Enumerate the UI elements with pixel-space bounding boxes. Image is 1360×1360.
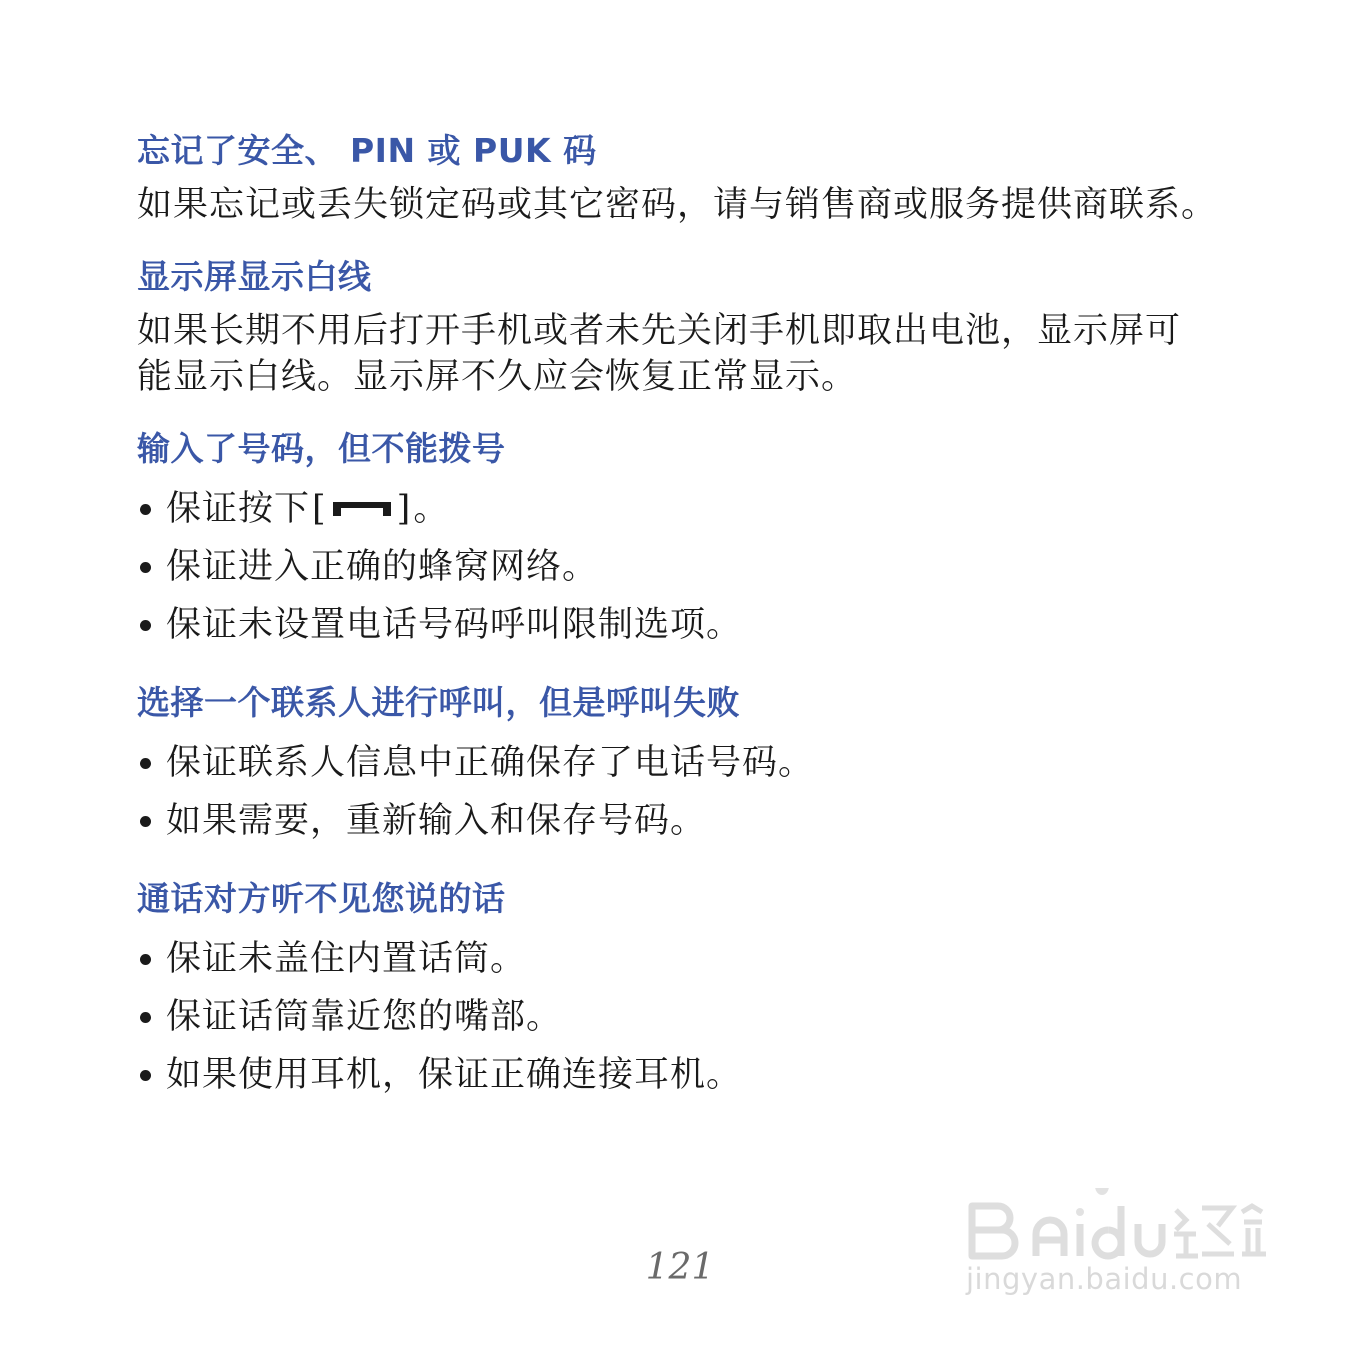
section-paragraph: 如果忘记或丢失锁定码或其它密码，请与销售商或服务提供商联系。	[137, 185, 1218, 225]
section-paragraph	[137, 308, 1237, 400]
bullet-text: 保证联系人信息中正确保存了电话号码。	[166, 743, 815, 783]
bullet-text: 保证进入正确的蜂窝网络。	[166, 547, 599, 587]
baidu-watermark	[962, 1150, 1282, 1310]
bullet-text: 保证按下	[166, 489, 311, 529]
bullet-dot-icon	[140, 758, 151, 769]
list-item	[137, 988, 1237, 1046]
watermark-url: jingyan.baidu.com	[966, 1262, 1243, 1296]
section-cannot-hear	[137, 874, 1237, 1104]
bullet-dot-icon	[140, 562, 151, 573]
paragraph-line: 如果长期不用后打开手机或者未先关闭手机即取出电池，显示屏可	[137, 311, 1182, 351]
section-forgot-codes	[137, 126, 1237, 228]
paragraph-line: 能显示白线。显示屏不久应会恢复正常显示。	[137, 357, 858, 397]
end-call-key-icon	[331, 499, 393, 519]
bullet-dot-icon	[140, 504, 151, 515]
section-heading: 通话对方听不见您说的话	[137, 879, 506, 918]
bullet-dot-icon	[140, 1070, 151, 1081]
page-number: 121	[645, 1247, 715, 1288]
section-heading: 显示屏显示白线	[137, 257, 372, 296]
section-white-lines	[137, 252, 1237, 400]
bullet-text: 如果使用耳机，保证正确连接耳机。	[166, 1055, 743, 1095]
bullet-list	[137, 734, 1237, 850]
section-heading: 忘记了安全、 PIN 或 PUK 码	[137, 131, 597, 170]
list-item	[137, 734, 1237, 792]
key-bracket-close: ]	[396, 489, 412, 529]
list-item	[137, 930, 1237, 988]
bullet-list	[137, 930, 1237, 1104]
bullet-text: 保证话筒靠近您的嘴部。	[166, 997, 563, 1037]
troubleshooting-content	[137, 126, 1237, 1104]
baidu-paw-logo-icon	[962, 1188, 1282, 1268]
list-item	[137, 792, 1237, 850]
bullet-dot-icon	[140, 816, 151, 827]
bullet-list	[137, 480, 1237, 654]
section-heading: 输入了号码，但不能拨号	[137, 429, 506, 468]
list-item	[137, 480, 1237, 538]
list-item	[137, 1046, 1237, 1104]
bullet-text: 保证未设置电话号码呼叫限制选项。	[166, 605, 743, 645]
list-item	[137, 538, 1237, 596]
list-item	[137, 596, 1237, 654]
bullet-dot-icon	[140, 954, 151, 965]
bullet-dot-icon	[140, 620, 151, 631]
bullet-text: 如果需要，重新输入和保存号码。	[166, 801, 707, 841]
section-heading: 选择一个联系人进行呼叫，但是呼叫失败	[137, 683, 740, 722]
section-call-failed	[137, 678, 1237, 850]
bullet-text-suffix: 。	[413, 489, 450, 529]
bullet-text: 保证未盖住内置话筒。	[166, 939, 527, 979]
bullet-dot-icon	[140, 1012, 151, 1023]
section-cannot-dial	[137, 424, 1237, 654]
key-bracket-open: [	[312, 489, 327, 529]
